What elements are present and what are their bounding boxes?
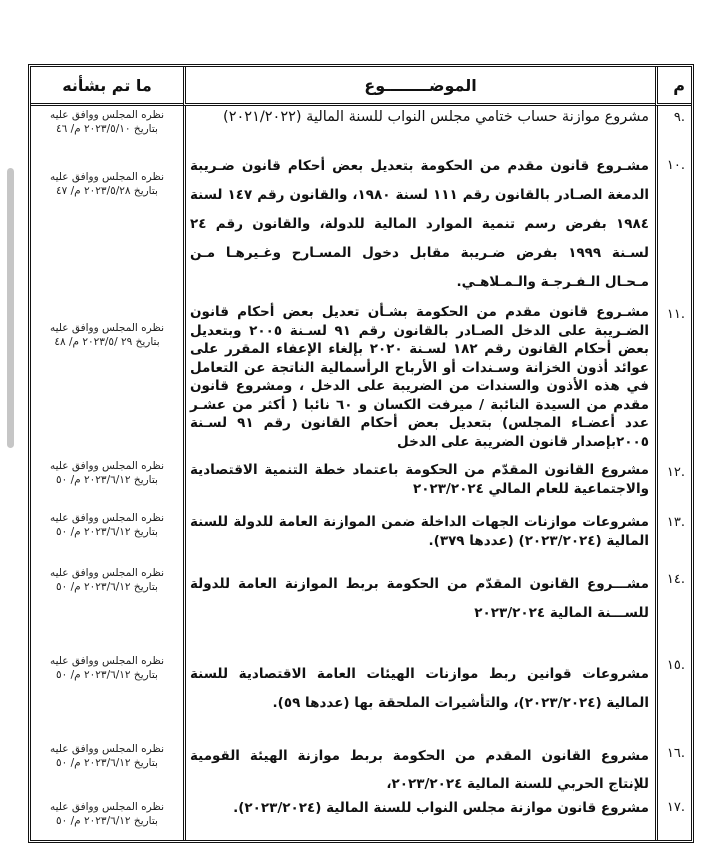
status-line-1: نظره المجلس ووافق عليه — [49, 322, 165, 334]
row-subject — [183, 457, 655, 509]
row-subject-text: مشروعات موازنات الجهات الداخلة ضمن الموازنة العامة للدولة للسنة المالية (٢٠٢٣/٢٠٢٤) (عددها ٣٧٩). — [190, 514, 649, 549]
status-line-2: بتاريخ ٢٠٢٣/٥/١٠ م/ ٤٦ — [56, 123, 158, 135]
status-line-2: بتاريخ ٢٩ /٢٠٢٣/٥ م/ ٤٨ — [54, 336, 160, 348]
row-number: .١٤ — [655, 564, 691, 652]
status-line-1: نظره المجلس ووافق عليه — [49, 460, 165, 472]
row-subject — [183, 798, 655, 840]
status-line-1: نظره المجلس ووافق عليه — [49, 109, 165, 121]
status-line-2: بتاريخ ٢٠٢٣/٥/٢٨ م/ ٤٧ — [56, 185, 158, 197]
row-subject-text: مشروع القانون المقدّم من الحكومة باعتماد خطة التنمية الاقتصادية والاجتماعية للعام المالي ٢٠٢٣/٢٠٢٤ — [190, 462, 649, 497]
row-subject-text: مشـروع قانون مقدم من الحكومة بتعديل بعض أحكام قانون ضـريبة الدمغة الصـادر بالقانون رقم ١١١ لسنة ١٩٨٠، والقانون رقم ١٤٧ لسنة ١٩٨٤ بفرض رسم تنمية الموارد المالية للدولة، والقانون رقم ٢٤ لسـنة ١٩٩٩ بفرض ضـريبة مقابل دخول المسـارح وغـيرهـا مـن مـحـال الـفـرجـة والـمـلاهـي. — [190, 158, 650, 290]
table-row — [31, 509, 691, 564]
header-number: م — [655, 67, 691, 106]
header-subject: الموضــــــــوع — [183, 67, 655, 106]
table-row — [31, 106, 691, 152]
status-line-1: نظره المجلس ووافق عليه — [49, 171, 165, 183]
status-line-2: بتاريخ ٢٠٢٣/٦/١٢ م/ ٥٠ — [56, 757, 158, 769]
row-status — [31, 457, 183, 509]
table-row — [31, 652, 691, 732]
row-subject-text: مشروع القانون المقدم من الحكومة بربط موازنة الهيئة القومية للإنتاج الحربي للسنة المالية ٢٠٢٣/٢٠٢٤، — [190, 748, 649, 792]
status-line-1: نظره المجلس ووافق عليه — [49, 567, 165, 579]
row-status — [31, 297, 183, 457]
row-number: .١٥ — [655, 652, 691, 732]
row-subject — [183, 509, 655, 564]
status-line-2: بتاريخ ٢٠٢٣/٦/١٢ م/ ٥٠ — [56, 474, 158, 486]
row-subject — [183, 564, 655, 652]
table-row — [31, 297, 691, 457]
header-status: ما تم بشأنه — [31, 67, 183, 106]
row-status — [31, 152, 183, 297]
row-subject-text: مشـروع قانون مقدم من الحكومة بشـأن تعديل بعض أحكام قانون الضـريبة على الدخل الصـادر بالقانون رقم ٩١ لسـنة ٢٠٠٥ وبتعديل بعض أحكام القانون رقم ١٨٢ لسـنة ٢٠٢٠ بإلغاء الإعفاء المقرر على عوائد أذون الخزانة وسـندات أو الأرباح الرأسمالية الناتجة عن التعامل في هذه الأذون والسندات من الضريبة على الدخل ، ومشروع قانون مقدم من السيدة النائبة / ميرفت الكسان و ٦٠ نائبا ( أكثر من عشـر عدد أعضـاء المجلس) بتعديل بعض أحكام القانون رقم ٩١ لسـنة ٢٠٠٥بإصدار قانون الضريبة على الدخل — [190, 304, 649, 450]
table-header-row — [31, 67, 691, 106]
row-subject-text: مشروع قانون موازنة مجلس النواب للسنة المالية (٢٠٢٣/٢٠٢٤). — [233, 800, 649, 816]
table-row — [31, 732, 691, 798]
row-number: .١٦ — [655, 732, 691, 798]
row-status — [31, 798, 183, 840]
status-line-1: نظره المجلس ووافق عليه — [49, 512, 165, 524]
row-subject-text: مشروعات قوانين ربط موازنات الهيئات العامة الاقتصادية للسنة المالية (٢٠٢٣/٢٠٢٤)، والتأشيرات الملحقة بها (عددها ٥٩). — [190, 666, 649, 711]
status-line-1: نظره المجلس ووافق عليه — [49, 743, 165, 755]
row-status — [31, 732, 183, 798]
status-line-2: بتاريخ ٢٠٢٣/٦/١٢ م/ ٥٠ — [56, 526, 158, 538]
row-number: .١٧ — [655, 798, 691, 840]
row-subject-text: مشـــروع القانون المقدّم من الحكومة بربط الموازنة العامة للدولة للســـنة المالية ٢٠٢٣/٢٠٢٤ — [190, 576, 649, 621]
row-number: .٩ — [655, 106, 691, 152]
status-line-2: بتاريخ ٢٠٢٣/٦/١٢ م/ ٥٠ — [56, 581, 158, 593]
status-line-1: نظره المجلس ووافق عليه — [49, 801, 165, 813]
row-number: .١١ — [655, 297, 691, 457]
row-status — [31, 509, 183, 564]
status-line-2: بتاريخ ٢٠٢٣/٦/١٢ م/ ٥٠ — [56, 815, 158, 827]
row-number: .١٠ — [655, 152, 691, 297]
table-row — [31, 152, 691, 297]
table-row — [31, 457, 691, 509]
row-number: .١٣ — [655, 509, 691, 564]
row-subject — [183, 152, 655, 297]
legislation-table — [28, 64, 694, 843]
status-line-2: بتاريخ ٢٠٢٣/٦/١٢ م/ ٥٠ — [56, 669, 158, 681]
row-subject-text: مشروع موازنة حساب ختامي مجلس النواب للسنة المالية (٢٠٢١/٢٠٢٢) — [223, 109, 649, 125]
row-subject — [183, 297, 655, 457]
row-status — [31, 652, 183, 732]
table-row — [31, 798, 691, 840]
row-status — [31, 106, 183, 152]
row-subject — [183, 652, 655, 732]
row-subject — [183, 106, 655, 152]
scrollbar[interactable] — [7, 168, 14, 448]
row-number: .١٢ — [655, 457, 691, 509]
table-row — [31, 564, 691, 652]
row-status — [31, 564, 183, 652]
row-subject — [183, 732, 655, 798]
status-line-1: نظره المجلس ووافق عليه — [49, 655, 165, 667]
